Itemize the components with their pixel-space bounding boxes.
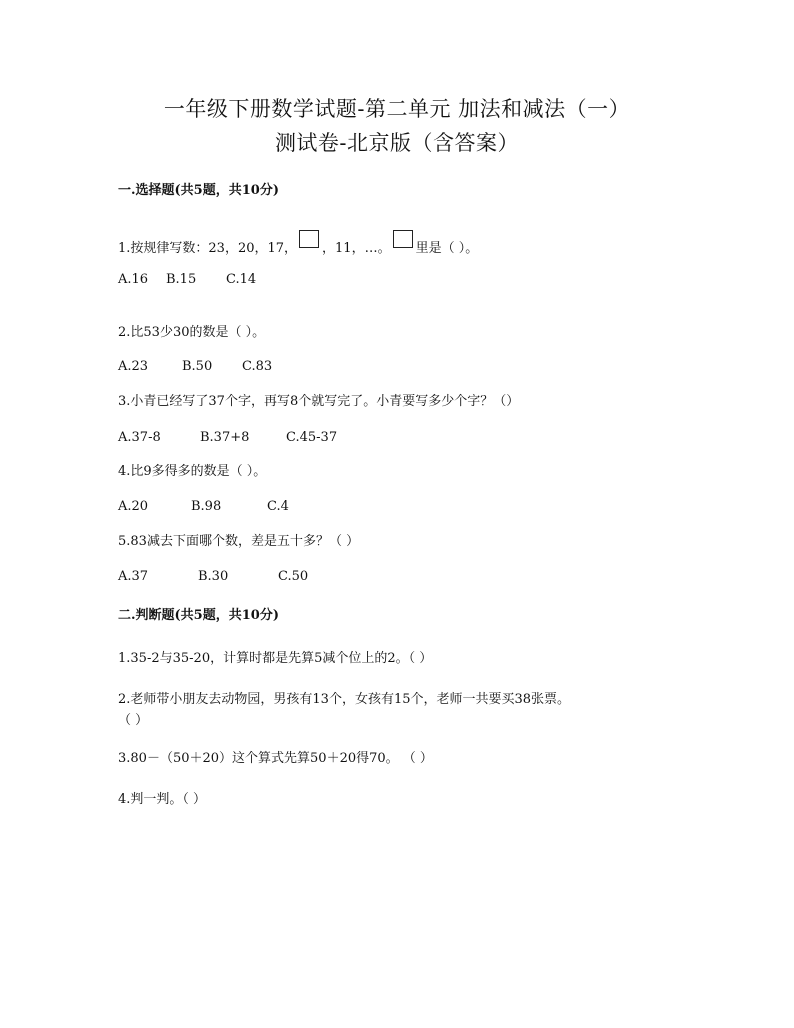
blank-box xyxy=(299,230,319,248)
document-title-line-2: 测试卷-北京版（含答案） xyxy=(274,131,520,155)
question-2-2-continuation: （ ） xyxy=(118,713,149,728)
option-c: C.14 xyxy=(226,272,257,287)
option-c: C.45-37 xyxy=(286,430,338,445)
document-title-line-1: 一年级下册数学试题-第二单元 加法和减法（一） xyxy=(163,97,631,121)
option-a: A.16 xyxy=(118,272,149,287)
option-c: C.50 xyxy=(278,569,309,584)
blank-box xyxy=(393,230,413,248)
question-1-1-options xyxy=(118,271,256,289)
option-a: A.23 xyxy=(118,359,149,374)
section-1-header: 一.选择题(共5题，共10分) xyxy=(118,183,279,198)
option-c: C.4 xyxy=(267,499,289,514)
question-1-3: 3.小青已经写了37个字，再写8个就写完了。小青要写多少个字？（） xyxy=(118,394,520,409)
question-1-1-text-c: 里是（ ）。 xyxy=(415,241,479,256)
question-2-2: 2.老师带小朋友去动物园，男孩有13个，女孩有15个，老师一共要买38张票。 xyxy=(118,692,571,707)
question-2-4: 4.判一判。（ ） xyxy=(118,792,207,807)
option-b: B.37+8 xyxy=(200,430,250,445)
question-1-4-options xyxy=(118,498,289,516)
option-a: A.37-8 xyxy=(118,430,161,445)
question-1-2: 2.比53少30的数是（ ）。 xyxy=(118,325,266,340)
question-1-3-options xyxy=(118,429,337,447)
option-b: B.15 xyxy=(166,272,197,287)
question-1-5-options xyxy=(118,568,308,586)
option-b: B.98 xyxy=(191,499,222,514)
option-b: B.30 xyxy=(198,569,229,584)
option-a: A.20 xyxy=(118,499,149,514)
option-c: C.83 xyxy=(242,359,273,374)
option-b: B.50 xyxy=(182,359,213,374)
section-2-header: 二.判断题(共5题，共10分) xyxy=(118,608,279,623)
question-1-1-text-a: 1.按规律写数：23，20，17， xyxy=(118,241,298,256)
option-a: A.37 xyxy=(118,569,149,584)
question-2-1: 1.35-2与35-20，计算时都是先算5减个位上的2。（ ） xyxy=(118,651,433,666)
question-1-5: 5.83减去下面哪个数，差是五十多？（ ） xyxy=(118,534,360,549)
question-1-1-text-b: ，11，…。 xyxy=(322,241,391,256)
question-2-3: 3.80－（50＋20）这个算式先算50＋20得70。 （ ） xyxy=(118,751,433,766)
question-1-2-options xyxy=(118,358,272,376)
question-1-1 xyxy=(118,236,478,258)
question-1-4: 4.比9多得多的数是（ ）。 xyxy=(118,464,267,479)
